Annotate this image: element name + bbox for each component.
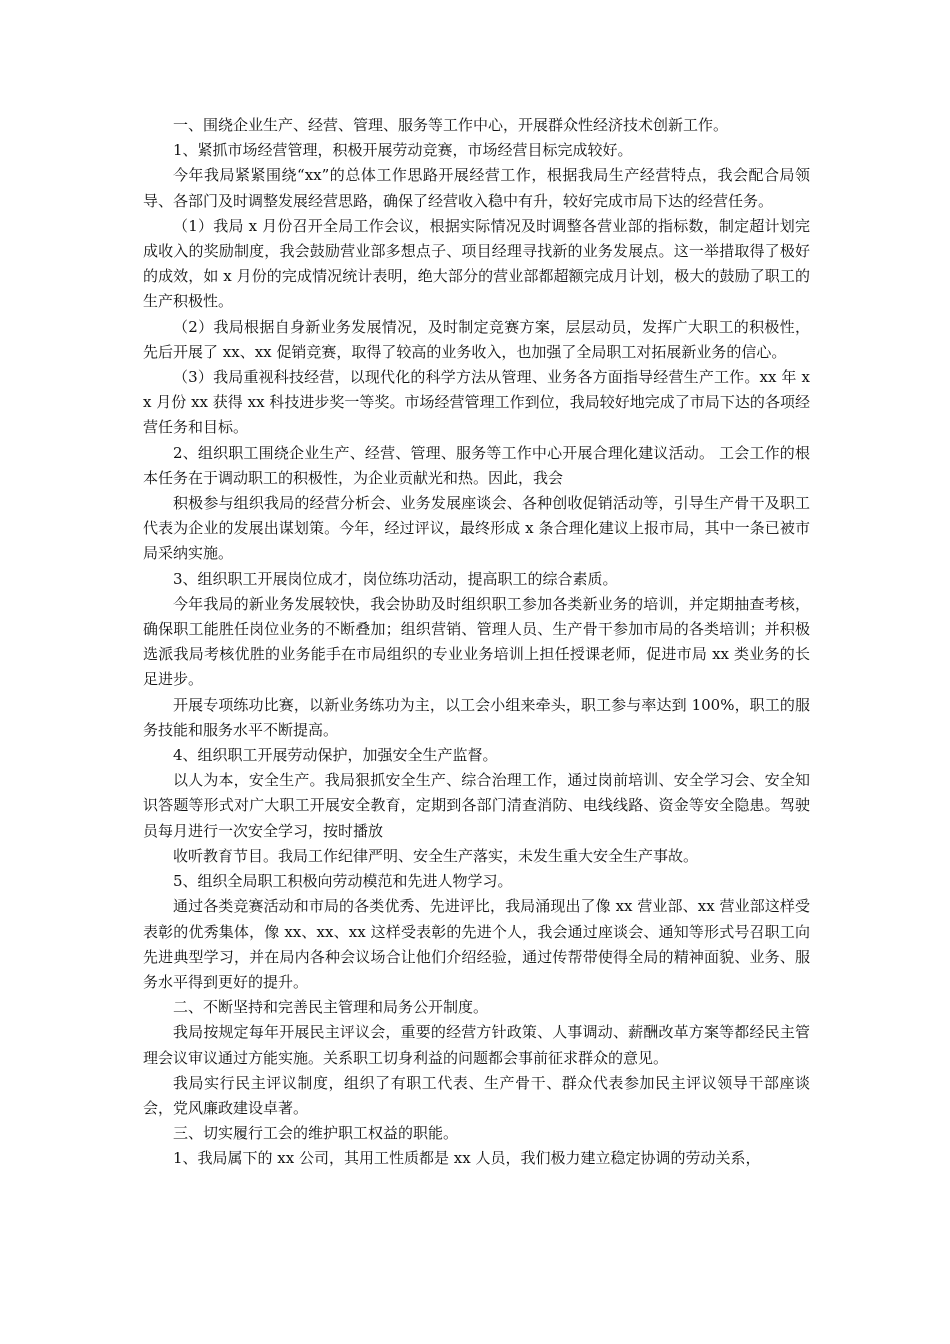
subsection-heading: 2、组织职工围绕企业生产、经营、管理、服务等工作中心开展合理化建议活动。 工会工作的根本任务在于调动职工的积极性，为企业贡献光和热。因此，我会 (143, 443, 810, 487)
document-body (143, 113, 810, 1172)
subsection-heading: 1、我局属下的 xx 公司，其用工性质都是 xx 人员，我们极力建立稳定协调的劳动关系， (173, 1149, 761, 1168)
paragraph: 收听教育节目。我局工作纪律严明、安全生产落实，未发生重大安全生产事故。 (173, 846, 699, 865)
subsection-heading: 5、组织全局职工积极向劳动模范和先进人物学习。 (173, 872, 513, 891)
paragraph: 开展专项练功比赛，以新业务练功为主，以工会小组来牵头，职工参与率达到 100%，职工的服务技能和服务水平不断提高。 (143, 695, 810, 739)
subsection-heading: 3、组织职工开展岗位成才，岗位练功活动，提高职工的综合素质。 (173, 569, 618, 588)
paragraph: 今年我局的新业务发展较快，我会协助及时组织职工参加各类新业务的培训，并定期抽查考核，确保职工能胜任岗位业务的不断叠加；组织营销、管理人员、生产骨干参加市局的各类培训；并积极选派我局考核优胜的业务能手在市局组织的专业业务培训上担任授课老师，促进市局 xx 类业务的长足进步。 (143, 594, 810, 689)
section-heading: 二、不断坚持和完善民主管理和局务公开制度。 (173, 998, 489, 1017)
paragraph: 以人为本，安全生产。我局狠抓安全生产、综合治理工作，通过岗前培训、安全学习会、安全知识答题等形式对广大职工开展安全教育，定期到各部门清查消防、电线线路、资金等安全隐患。驾驶员每月进行一次安全学习，按时播放 (143, 771, 810, 840)
paragraph: 我局实行民主评议制度，组织了有职工代表、生产骨干、群众代表参加民主评议领导干部座谈会，党风廉政建设卓著。 (143, 1073, 810, 1117)
paragraph: 我局按规定每年开展民主评议会，重要的经营方针政策、人事调动、薪酬改革方案等都经民主管理会议审议通过方能实施。关系职工切身利益的问题都会事前征求群众的意见。 (143, 1023, 810, 1067)
paragraph: （1）我局 x 月份召开全局工作会议，根据实际情况及时调整各营业部的指标数，制定超计划完成收入的奖励制度，我会鼓励营业部多想点子、项目经理寻找新的业务发展点。这一举措取得了极好的成效，如 x 月份的完成情况统计表明，绝大部分的营业部都超额完成月计划，极大的鼓励了职工的生产积极性。 (143, 216, 810, 311)
section-heading: 三、切实履行工会的维护职工权益的职能。 (173, 1124, 459, 1143)
paragraph: （3）我局重视科技经营，以现代化的科学方法从管理、业务各方面指导经营生产工作。xx 年 xx 月份 xx 获得 xx 科技进步奖一等奖。市场经营管理工作到位，我局较好地完成了市局下达的各项经营任务和目标。 (143, 368, 810, 437)
paragraph: 今年我局紧紧围绕“xx”的总体工作思路开展经营工作，根据我局生产经营特点，我会配合局领导、各部门及时调整发展经营思路，确保了经营收入稳中有升，较好完成市局下达的经营任务。 (143, 166, 810, 210)
section-heading: 一、围绕企业生产、经营、管理、服务等工作中心，开展群众性经济技术创新工作。 (173, 116, 729, 134)
paragraph: 积极参与组织我局的经营分析会、业务发展座谈会、各种创收促销活动等，引导生产骨干及职工代表为企业的发展出谋划策。今年，经过评议，最终形成 x 条合理化建议上报市局，其中一条已被市局采纳实施。 (143, 494, 810, 563)
subsection-heading: 4、组织职工开展劳动保护，加强安全生产监督。 (173, 746, 498, 765)
paragraph: （2）我局根据自身新业务发展情况，及时制定竞赛方案，层层动员，发挥广大职工的积极性，先后开展了 xx、xx 促销竞赛，取得了较高的业务收入，也加强了全局职工对拓展新业务的信心。 (143, 317, 810, 361)
paragraph: 通过各类竞赛活动和市局的各类优秀、先进评比，我局涌现出了像 xx 营业部、xx 营业部这样受表彰的优秀集体，像 xx、xx、xx 这样受表彰的先进个人，我会通过座谈会、通知等形式号召职工向先进典型学习，并在局内各种会议场合让他们介绍经验，通过传帮带使得全局的精神面貌、业务、服务水平得到更好的提升。 (143, 897, 810, 991)
subsection-heading: 1、紧抓市场经营管理，积极开展劳动竞赛，市场经营目标完成较好。 (173, 141, 633, 160)
